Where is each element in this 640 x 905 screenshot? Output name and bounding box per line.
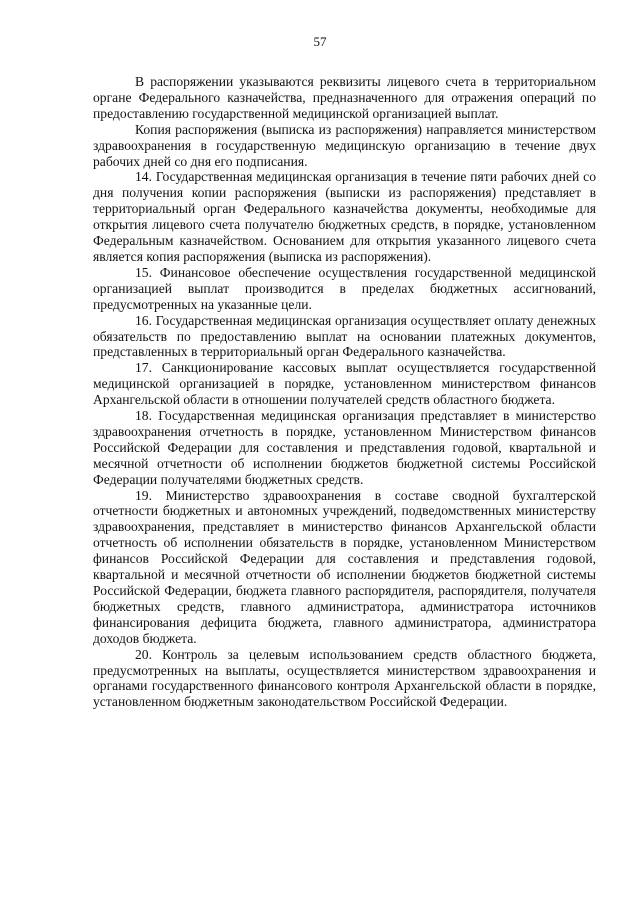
paragraph-20: 20. Контроль за целевым использованием средств областного бюджета, предусмотренных на выплаты, осуществляется министерством здравоохранения и органами государственного финансового контроля Архангельской области в порядке, установленном бюджетным законодательством Российской Федерации. <box>93 646 596 710</box>
paragraph-14: 14. Государственная медицинская организация в течение пяти рабочих дней со дня получения копии распоряжения (выписки из распоряжения) представляет в территориальный орган Федерального казначейства документы, необходимые для открытия лицевого счета получателю бюджетных средств, в порядке, установленном Федеральным казначейством. Основанием для открытия указанного лицевого счета является копия распоряжения (выписка из распоряжения). <box>93 169 596 264</box>
paragraph-17: 17. Санкционирование кассовых выплат осуществляется государственной медицинской организацией в порядке, установленном министерством финансов Архангельской области в отношении получателей средств областного бюджета. <box>93 360 596 408</box>
paragraph-order-copy: Копия распоряжения (выписка из распоряжения) направляется министерством здравоохранения в государственную медицинскую организацию в течение двух рабочих дней со дня его подписания. <box>93 121 596 169</box>
document-body <box>93 74 596 710</box>
paragraph-19: 19. Министерство здравоохранения в составе сводной бухгалтерской отчетности бюджетных и автономных учреждений, подведомственных министерству здравоохранения, представляет в министерство финансов Архангельской области отчетность об исполнении обязательств в порядке, установленном Министерством финансов Российской Федерации для составления и представления годовой, квартальной и месячной отчетности об исполнении бюджетов бюджетной системы Российской Федерации, бюджета главного распорядителя, распорядителя, получателя бюджетных средств, главного администратора, администратора источников финансирования дефицита бюджета, главного администратора, администратора доходов бюджета. <box>93 487 596 646</box>
paragraph-15: 15. Финансовое обеспечение осуществления государственной медицинской организацией выплат производится в пределах бюджетных ассигнований, предусмотренных на указанные цели. <box>93 264 596 312</box>
paragraph-16: 16. Государственная медицинская организация осуществляет оплату денежных обязательств по предоставлению выплат на основании платежных документов, представленных в территориальный орган Федерального казначейства. <box>93 312 596 360</box>
page-number: 57 <box>313 34 327 49</box>
paragraph-18: 18. Государственная медицинская организация представляет в министерство здравоохранения отчетность в порядке, установленном Министерством финансов Российской Федерации для составления и представления годовой, квартальной и месячной отчетности об исполнении бюджетов бюджетной системы Российской Федерации получателями бюджетных средств. <box>93 408 596 487</box>
paragraph-account-details: В распоряжении указываются реквизиты лицевого счета в территориальном органе Федерального казначейства, предназначенного для отражения операций по предоставлению государственной медицинской организацией выплат. <box>93 74 596 121</box>
